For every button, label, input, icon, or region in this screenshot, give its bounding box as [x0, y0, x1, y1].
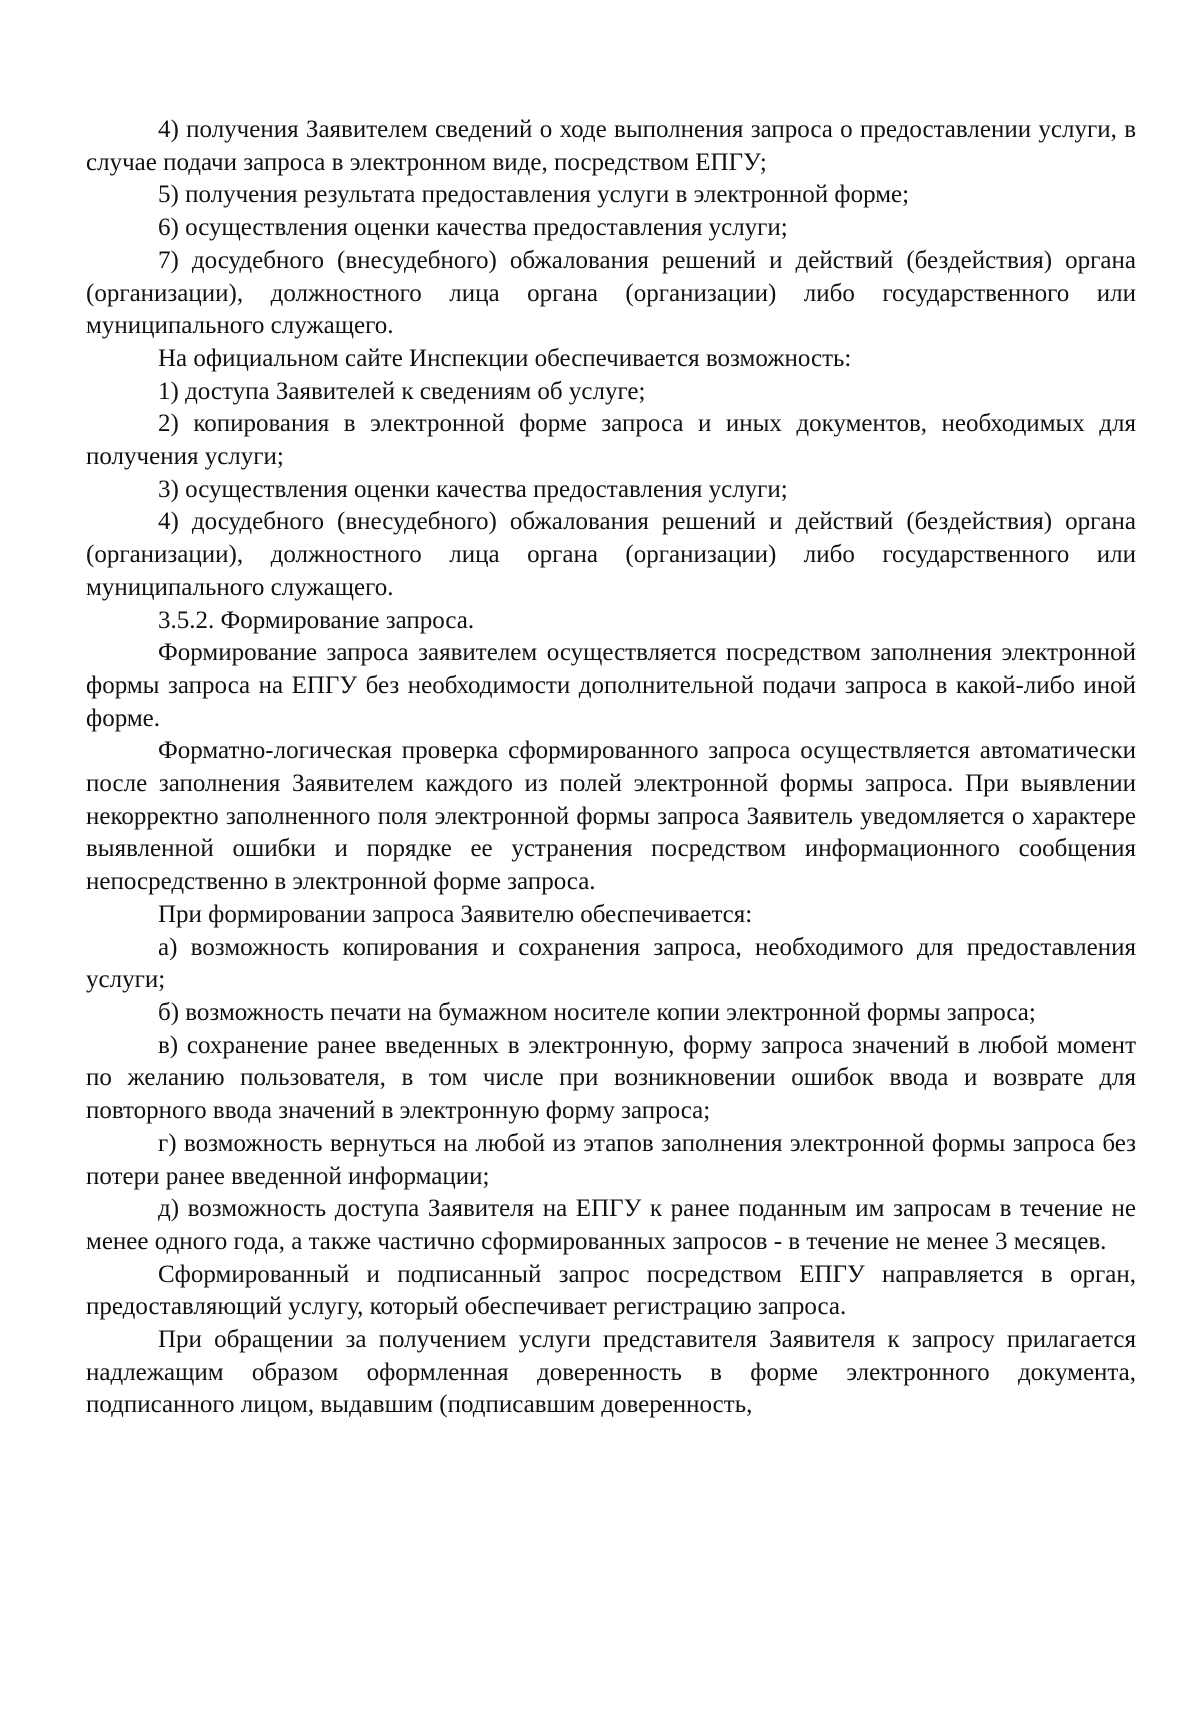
paragraph-provided-v: в) сохранение ранее введенных в электронную, форму запроса значений в любой момент по желанию пользователя, в том числе при возникновении ошибок ввода и возврате для повторного ввода значений в электронную форму запроса; [86, 1031, 1136, 1125]
section-heading: 3.5.2. Формирование запроса. [158, 606, 475, 634]
paragraph-format-check: Форматно-логическая проверка сформированного запроса осуществляется автоматически после заполнения Заявителем каждого из полей электронной формы запроса. При выявлении некорректно заполненного поля электронной формы запроса Заявитель уведомляется о характере выявленной ошибки и порядке ее устранения посредством информационного сообщения непосредственно в электронной форме запроса. [86, 737, 1136, 896]
paragraph-item-4-status: 4) получения Заявителем сведений о ходе выполнения запроса о предоставлении услуги, в случае подачи запроса в электронном виде, посредством ЕПГУ; [86, 116, 1136, 176]
paragraph-signed-request: Сформированный и подписанный запрос посредством ЕПГУ направляется в орган, предоставляющий услугу, который обеспечивает регистрацию запроса. [86, 1260, 1136, 1321]
paragraph-provided-a: а) возможность копирования и сохранения запроса, необходимого для предоставления услуги; [86, 933, 1136, 994]
paragraph-site-intro: На официальном сайте Инспекции обеспечивается возможность: [158, 344, 852, 372]
paragraph-provided-g: г) возможность вернуться на любой из этапов заполнения электронной формы запроса без потери ранее введенной информации; [86, 1129, 1136, 1190]
paragraph-provided-b: б) возможность печати на бумажном носителе копии электронной формы запроса; [158, 998, 1036, 1026]
paragraph-representative: При обращении за получением услуги представителя Заявителя к запросу прилагается надлежащим образом оформленная доверенность в форме электронного документа, подписанного лицом, выдавшим (подписавшим доверенность, [86, 1326, 1136, 1419]
paragraph-site-item-3: 3) осуществления оценки качества предоставления услуги; [158, 475, 788, 503]
paragraph-site-item-1: 1) доступа Заявителей к сведениям об услуге; [158, 377, 646, 405]
paragraph-item-7-appeal: 7) досудебного (внесудебного) обжалования решений и действий (бездействия) органа (организации), должностного лица органа (организации) либо государственного или муниципального служащего. [86, 246, 1136, 340]
paragraph-item-5-result: 5) получения результата предоставления услуги в электронной форме; [158, 181, 910, 209]
paragraph-site-item-2: 2) копирования в электронной форме запроса и иных документов, необходимых для получения услуги; [86, 410, 1136, 471]
paragraph-item-6-quality: 6) осуществления оценки качества предоставления услуги; [158, 214, 788, 242]
paragraph-request-forming: Формирование запроса заявителем осуществляется посредством заполнения электронной формы запроса на ЕПГУ без необходимости дополнительной подачи запроса в какой-либо иной форме. [86, 639, 1136, 732]
document-page [86, 114, 1136, 1422]
paragraph-provided-d: д) возможность доступа Заявителя на ЕПГУ к ранее поданным им запросам в течение не менее одного года, а также частично сформированных запросов - в течение не менее 3 месяцев. [86, 1195, 1136, 1255]
paragraph-provided-intro: При формировании запроса Заявителю обеспечивается: [158, 900, 753, 928]
paragraph-site-item-4: 4) досудебного (внесудебного) обжалования решений и действий (бездействия) органа (организации), должностного лица органа (организации) либо государственного или муниципального служащего. [86, 508, 1136, 601]
